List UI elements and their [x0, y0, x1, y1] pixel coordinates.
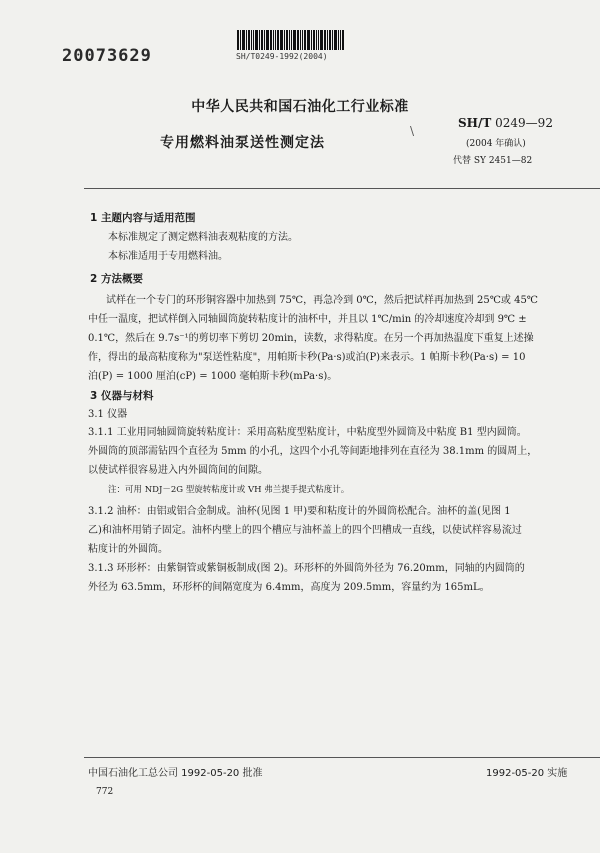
section-3-1-1-line: 以使试样很容易进入内外圆筒间的间隙。: [88, 465, 268, 476]
section-3-heading: 3 仪器与材料: [90, 390, 154, 402]
section-1-paragraph-1: 本标准规定了测定燃料油表观粘度的方法。: [108, 232, 298, 243]
standard-number: [458, 116, 553, 130]
organization-title: 中华人民共和国石油化工行业标准: [191, 99, 409, 115]
note: 注：可用 NDJ－2G 型旋转粘度计或 VH 弗兰提手提式粘度计。: [108, 485, 350, 495]
section-3-1-2-line: 3.1.2 油杯：由铝或铝合金制成。油杯(见图 1 甲)要和粘度计的外圆筒松配合。油杯的盖(见图 1: [88, 506, 511, 517]
section-2-line: 作，得出的最高粘度称为"泵送性粘度"，用帕斯卡秒(Pa·s)或泊(P)来表示。1 帕斯卡秒(Pa·s) = 10: [88, 352, 526, 363]
section-3-1-3-line: 3.1.3 环形杯：由紫铜管或紫铜板制成(图 2)。环形杯的外圆筒外径为 76.20mm，同轴的内圆筒的: [88, 563, 525, 574]
barcode: [237, 30, 355, 50]
section-1-paragraph-2: 本标准适用于专用燃料油。: [108, 251, 228, 262]
document-title: 专用燃料油泵送性测定法: [160, 135, 325, 151]
section-2-heading: 2 方法概要: [90, 273, 143, 285]
page-number: 772: [96, 787, 114, 797]
section-2-line: 中任一温度，把试样倒入同轴圆筒旋转粘度计的油杯中，并且以 1℃/min 的冷却速度冷却到 9℃ ±: [88, 314, 527, 325]
handwritten-document-number: 20073629: [62, 46, 152, 66]
replaces-note: 代替 SY 2451—82: [453, 156, 533, 166]
section-3-1-1-line: 外圆筒的顶部需钻四个直径为 5mm 的小孔，这四个小孔等间距地排列在直径为 38.1mm 的圆周上，: [88, 446, 538, 457]
section-2-line: 泊(P) = 1000 厘泊(cP) = 1000 毫帕斯卡秒(mPa·s)。: [88, 371, 338, 382]
section-3-1-3-line: 外径为 63.5mm，环形杯的间隔宽度为 6.4mm，高度为 209.5mm，容量约为 165mL。: [88, 582, 490, 593]
section-1-heading: 1 主题内容与适用范围: [90, 212, 196, 224]
section-2-line: 试样在一个专门的环形铜容器中加热到 75℃，再急冷到 0℃，然后把试样再加热到 25℃或 45℃: [106, 295, 538, 306]
effective-date: 1992-05-20 实施: [486, 768, 568, 779]
section-3-1-1-line: 3.1.1 工业用同轴圆筒旋转粘度计：采用高粘度型粘度计，中粘度型外圆筒及中粘度 B1 型内圆筒。: [88, 427, 527, 438]
stray-mark: \: [410, 124, 415, 138]
section-3-1-2-line: 粘度计的外圆筒。: [88, 544, 168, 555]
header-rule: [84, 188, 600, 189]
section-3-1-2-line: 乙)和油杯用销子固定。油杯内壁上的四个槽应与油杯盖上的四个凹槽成一直线，以使试样容易流过: [88, 525, 522, 536]
section-3-1-heading: 3.1 仪器: [88, 409, 128, 420]
standard-prefix: SH/T: [458, 116, 492, 130]
standard-code: 0249—92: [491, 116, 553, 130]
approval-line: 中国石油化工总公司 1992-05-20 批准: [88, 768, 263, 779]
barcode-text: SH/T0249-1992(2004): [236, 52, 328, 61]
confirmation-note: (2004 年确认): [466, 139, 526, 149]
footer-rule: [84, 757, 600, 758]
section-2-line: 0.1℃，然后在 9.7s⁻¹的剪切率下剪切 20min，读数，求得粘度。在另一个再加热温度下重复上述操: [88, 333, 534, 344]
